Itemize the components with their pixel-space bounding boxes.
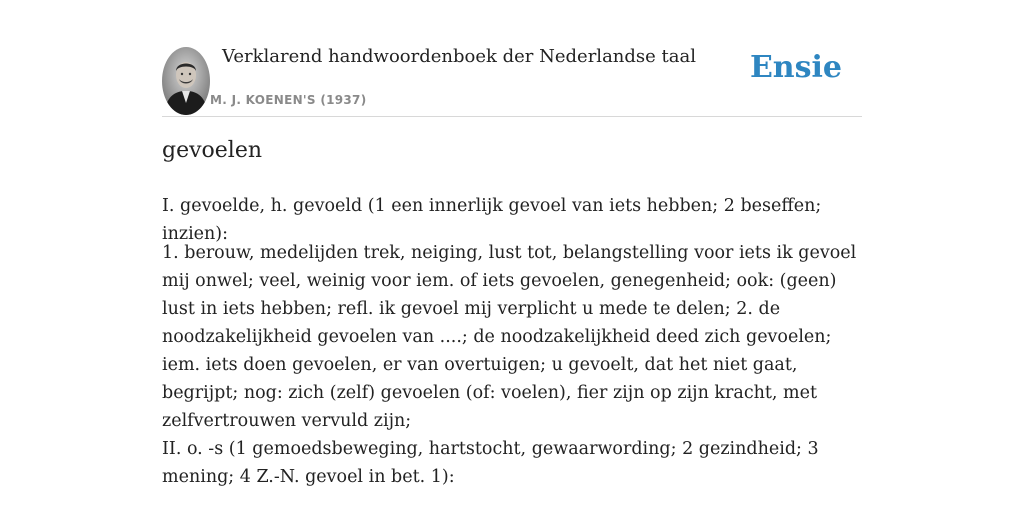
book-title: Verklarend handwoordenboek der Nederlandse taal	[222, 46, 696, 67]
author-portrait-icon	[162, 47, 210, 115]
entry-paragraph: II. o. -s (1 gemoedsbeweging, hartstocht, gewaarwording; 2 gezindheid; 3 mening; 4 Z.-N. gevoel in bet. 1):	[162, 439, 819, 487]
page	[162, 0, 862, 487]
header	[162, 0, 862, 117]
ensie-logo-link[interactable]: Ensie	[749, 50, 842, 85]
book-author: M. J. KOENEN'S (1937)	[210, 93, 367, 107]
entry-paragraph: 1. berouw, medelijden trek, neiging, lust tot, belangstelling voor iets ik gevoel mij onwel; veel, weinig voor iem. of iets gevoelen, genegenheid; ook: (geen) lust in iets hebben; refl. ik gevoel mij verplicht u mede te delen; 2. de noodzakelijkheid gevoelen van ....; de noodzakelijkheid deed zich gevoelen; iem. iets doen gevoelen, er van overtuigen; u gevoelt, dat het niet gaat, begrijpt; nog: zich (zelf) gevoelen (of: voelen), fier zijn op zijn kracht, met zelfvertrouwen vervuld zijn;	[162, 243, 857, 431]
entry-headword: gevoelen	[162, 138, 263, 163]
entry-paragraph: I. gevoelde, h. gevoeld (1 een innerlijk gevoel van iets hebben; 2 beseffen; inzien):	[162, 196, 822, 244]
